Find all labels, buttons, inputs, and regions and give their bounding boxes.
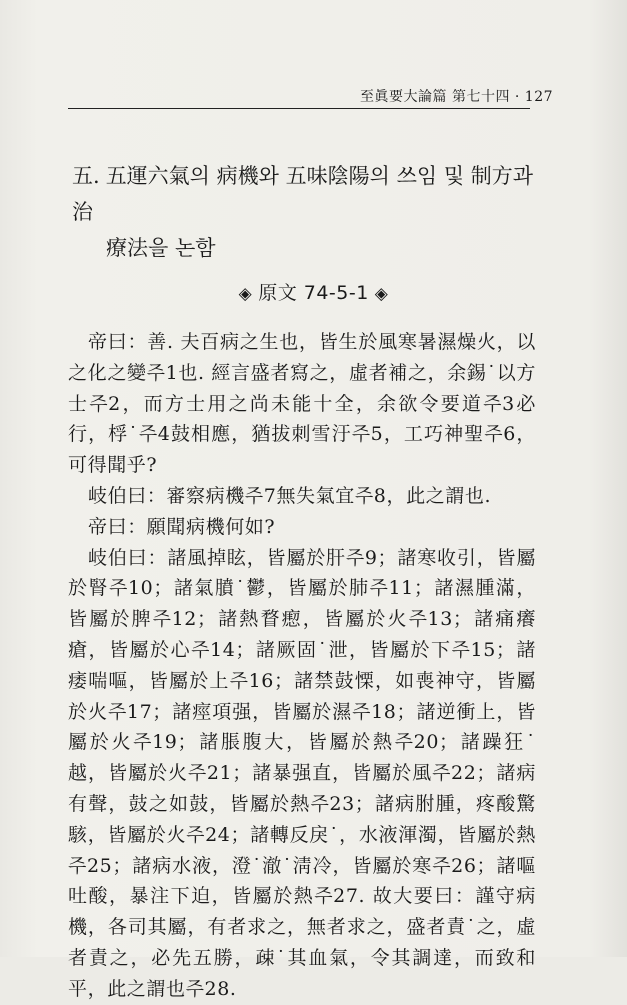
source-heading bbox=[0, 278, 627, 305]
section-number: 五. bbox=[72, 164, 100, 188]
section-title bbox=[72, 158, 542, 266]
header-rule bbox=[68, 108, 530, 109]
paragraph-qibo-1: 岐伯曰：審察病機주7無失氣宜주8，此之謂也. bbox=[88, 484, 492, 507]
running-header: 至眞要大論篇 第七十四 · 127 bbox=[360, 89, 554, 105]
section-title-line-1 bbox=[72, 158, 542, 230]
source-label: 原文 74-5-1 bbox=[258, 282, 369, 304]
paragraph-emperor-1: 帝曰：善. 夫百病之生也，皆生於風寒暑濕燥火，以之化之變주1也. 經言盛者寫之，虛者補之，余錫˙以方士주2，而方士用之尚未能十全，余欲令要道주3必行，桴˙주4鼓相應，猶拔刺雪汙주5，工巧神聖주6，可得聞乎? bbox=[68, 331, 536, 477]
paragraph-emperor-2: 帝曰：願聞病機何如? bbox=[88, 515, 276, 538]
paragraph-qibo-2: 岐伯曰：諸風掉眩，皆屬於肝주9；諸寒收引，皆屬於腎주10；諸氣膹˙鬱，皆屬於肺주11；諸濕腫滿，皆屬於脾주12；諸熱瞀瘛，皆屬於火주13；諸痛癢瘡，皆屬於心주14；諸厥固˙泄，皆屬於下주15；諸痿喘嘔，皆屬於上주16；諸禁鼓慄，如喪神守，皆屬於火주17；諸痙項强，皆屬於濕주18；諸逆衝上，皆屬於火주19；諸脹腹大，皆屬於熱주20；諸躁狂˙越，皆屬於火주21；諸暴强直，皆屬於風주22；諸病有聲，鼓之如鼓，皆屬於熱주23；諸病胕腫，疼酸驚駭，皆屬於火주24；諸轉反戾˙，水液渾濁，皆屬於熱주25；諸病水液，澄˙澈˙淸冷，皆屬於寒주26；諸嘔吐酸，暴注下迫，皆屬於熱주27. 故大要曰：謹守病機，各司其屬，有者求之，無者求之，盛者責˙之，虛者責之，必先五勝，疎˙其血氣，令其調達，而致和平，此之謂也주28. bbox=[68, 546, 536, 1000]
section-title-text-1: 五運六氣의 病機와 五味陰陽의 쓰임 및 制方과 治 bbox=[72, 164, 534, 224]
diamond-icon: ◈ bbox=[374, 284, 389, 304]
original-text-body bbox=[68, 327, 536, 1005]
section-title-line-2: 療法을 논함 bbox=[106, 236, 216, 260]
diamond-icon: ◈ bbox=[238, 284, 253, 304]
